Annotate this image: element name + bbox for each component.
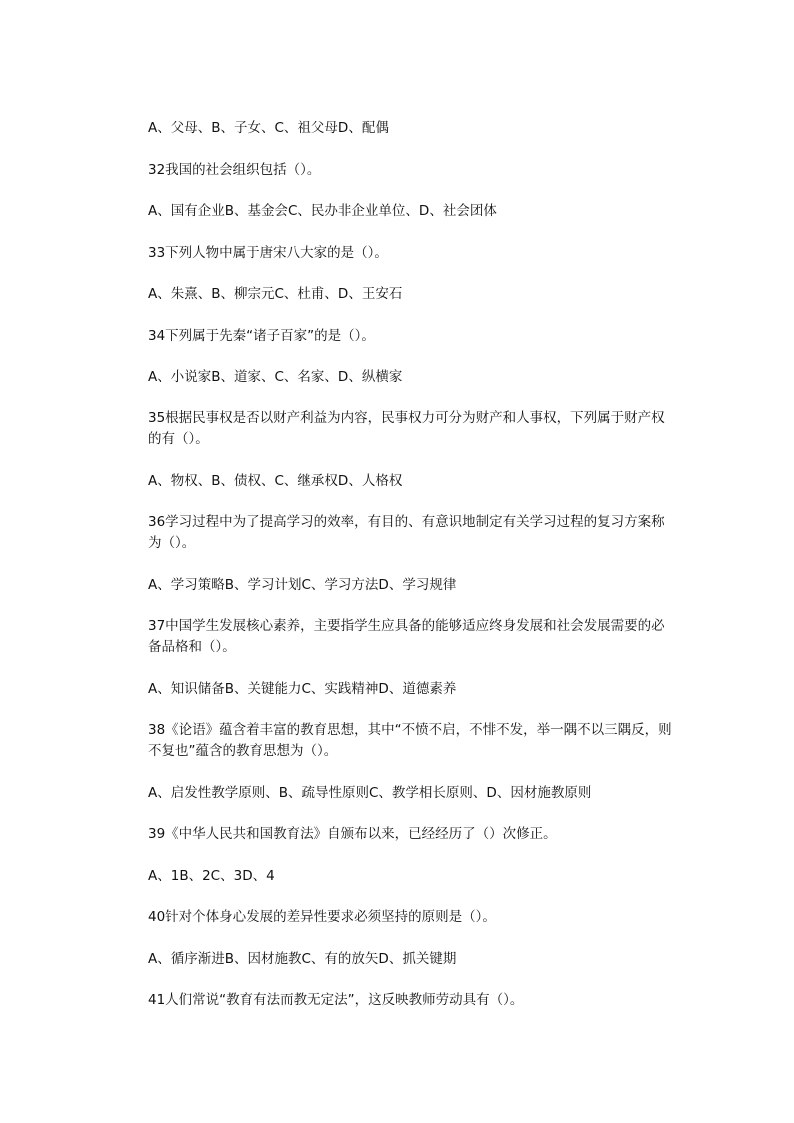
question-41: 41人们常说“教育有法而教无定法”，这反映教师劳动具有（）。	[148, 992, 524, 1008]
option-line-q32: A、国有企业B、基金会C、民办非企业单位、D、社会团体	[148, 203, 497, 219]
option-line-q39: A、1B、2C、3D、4	[148, 868, 275, 884]
question-40: 40针对个体身心发展的差异性要求必须坚持的原则是（）。	[148, 909, 496, 925]
question-38: 38《论语》蕴含着丰富的教育思想，其中“不愤不启，不悱不发，举一隅不以三隅反，则不复也”蕴含的教育思想为（）。	[148, 722, 672, 759]
option-line-q37: A、知识储备B、关键能力C、实践精神D、道德素养	[148, 681, 457, 697]
question-39: 39《中华人民共和国教育法》自颁布以来，已经经历了（）次修正。	[148, 826, 557, 842]
option-line-q33: A、朱熹、B、柳宗元C、杜甫、D、王安石	[148, 286, 403, 302]
question-34: 34下列属于先秦“诸子百家”的是（）。	[148, 328, 375, 344]
option-line-q36: A、学习策略B、学习计划C、学习方法D、学习规律	[148, 577, 457, 593]
question-35: 35根据民事权是否以财产利益为内容，民事权力可分为财产和人事权，下列属于财产权的有（）。	[148, 410, 665, 447]
option-line-q38: A、启发性教学原则、B、疏导性原则C、教学相长原则、D、因材施教原则	[148, 785, 592, 801]
option-line-q31: A、父母、B、子女、C、祖父母D、配偶	[148, 120, 389, 136]
question-32: 32我国的社会组织包括（）。	[148, 162, 321, 178]
option-line-q34: A、小说家B、道家、C、名家、D、纵横家	[148, 369, 403, 385]
option-line-q40: A、循序渐进B、因材施教C、有的放矢D、抓关键期	[148, 951, 457, 967]
question-36: 36学习过程中为了提高学习的效率，有目的、有意识地制定有关学习过程的复习方案称为（）。	[148, 514, 665, 551]
question-33: 33下列人物中属于唐宋八大家的是（）。	[148, 245, 388, 261]
option-line-q35: A、物权、B、债权、C、继承权D、人格权	[148, 473, 403, 489]
question-37: 37中国学生发展核心素养，主要指学生应具备的能够适应终身发展和社会发展需要的必备品格和（）。	[148, 618, 665, 655]
